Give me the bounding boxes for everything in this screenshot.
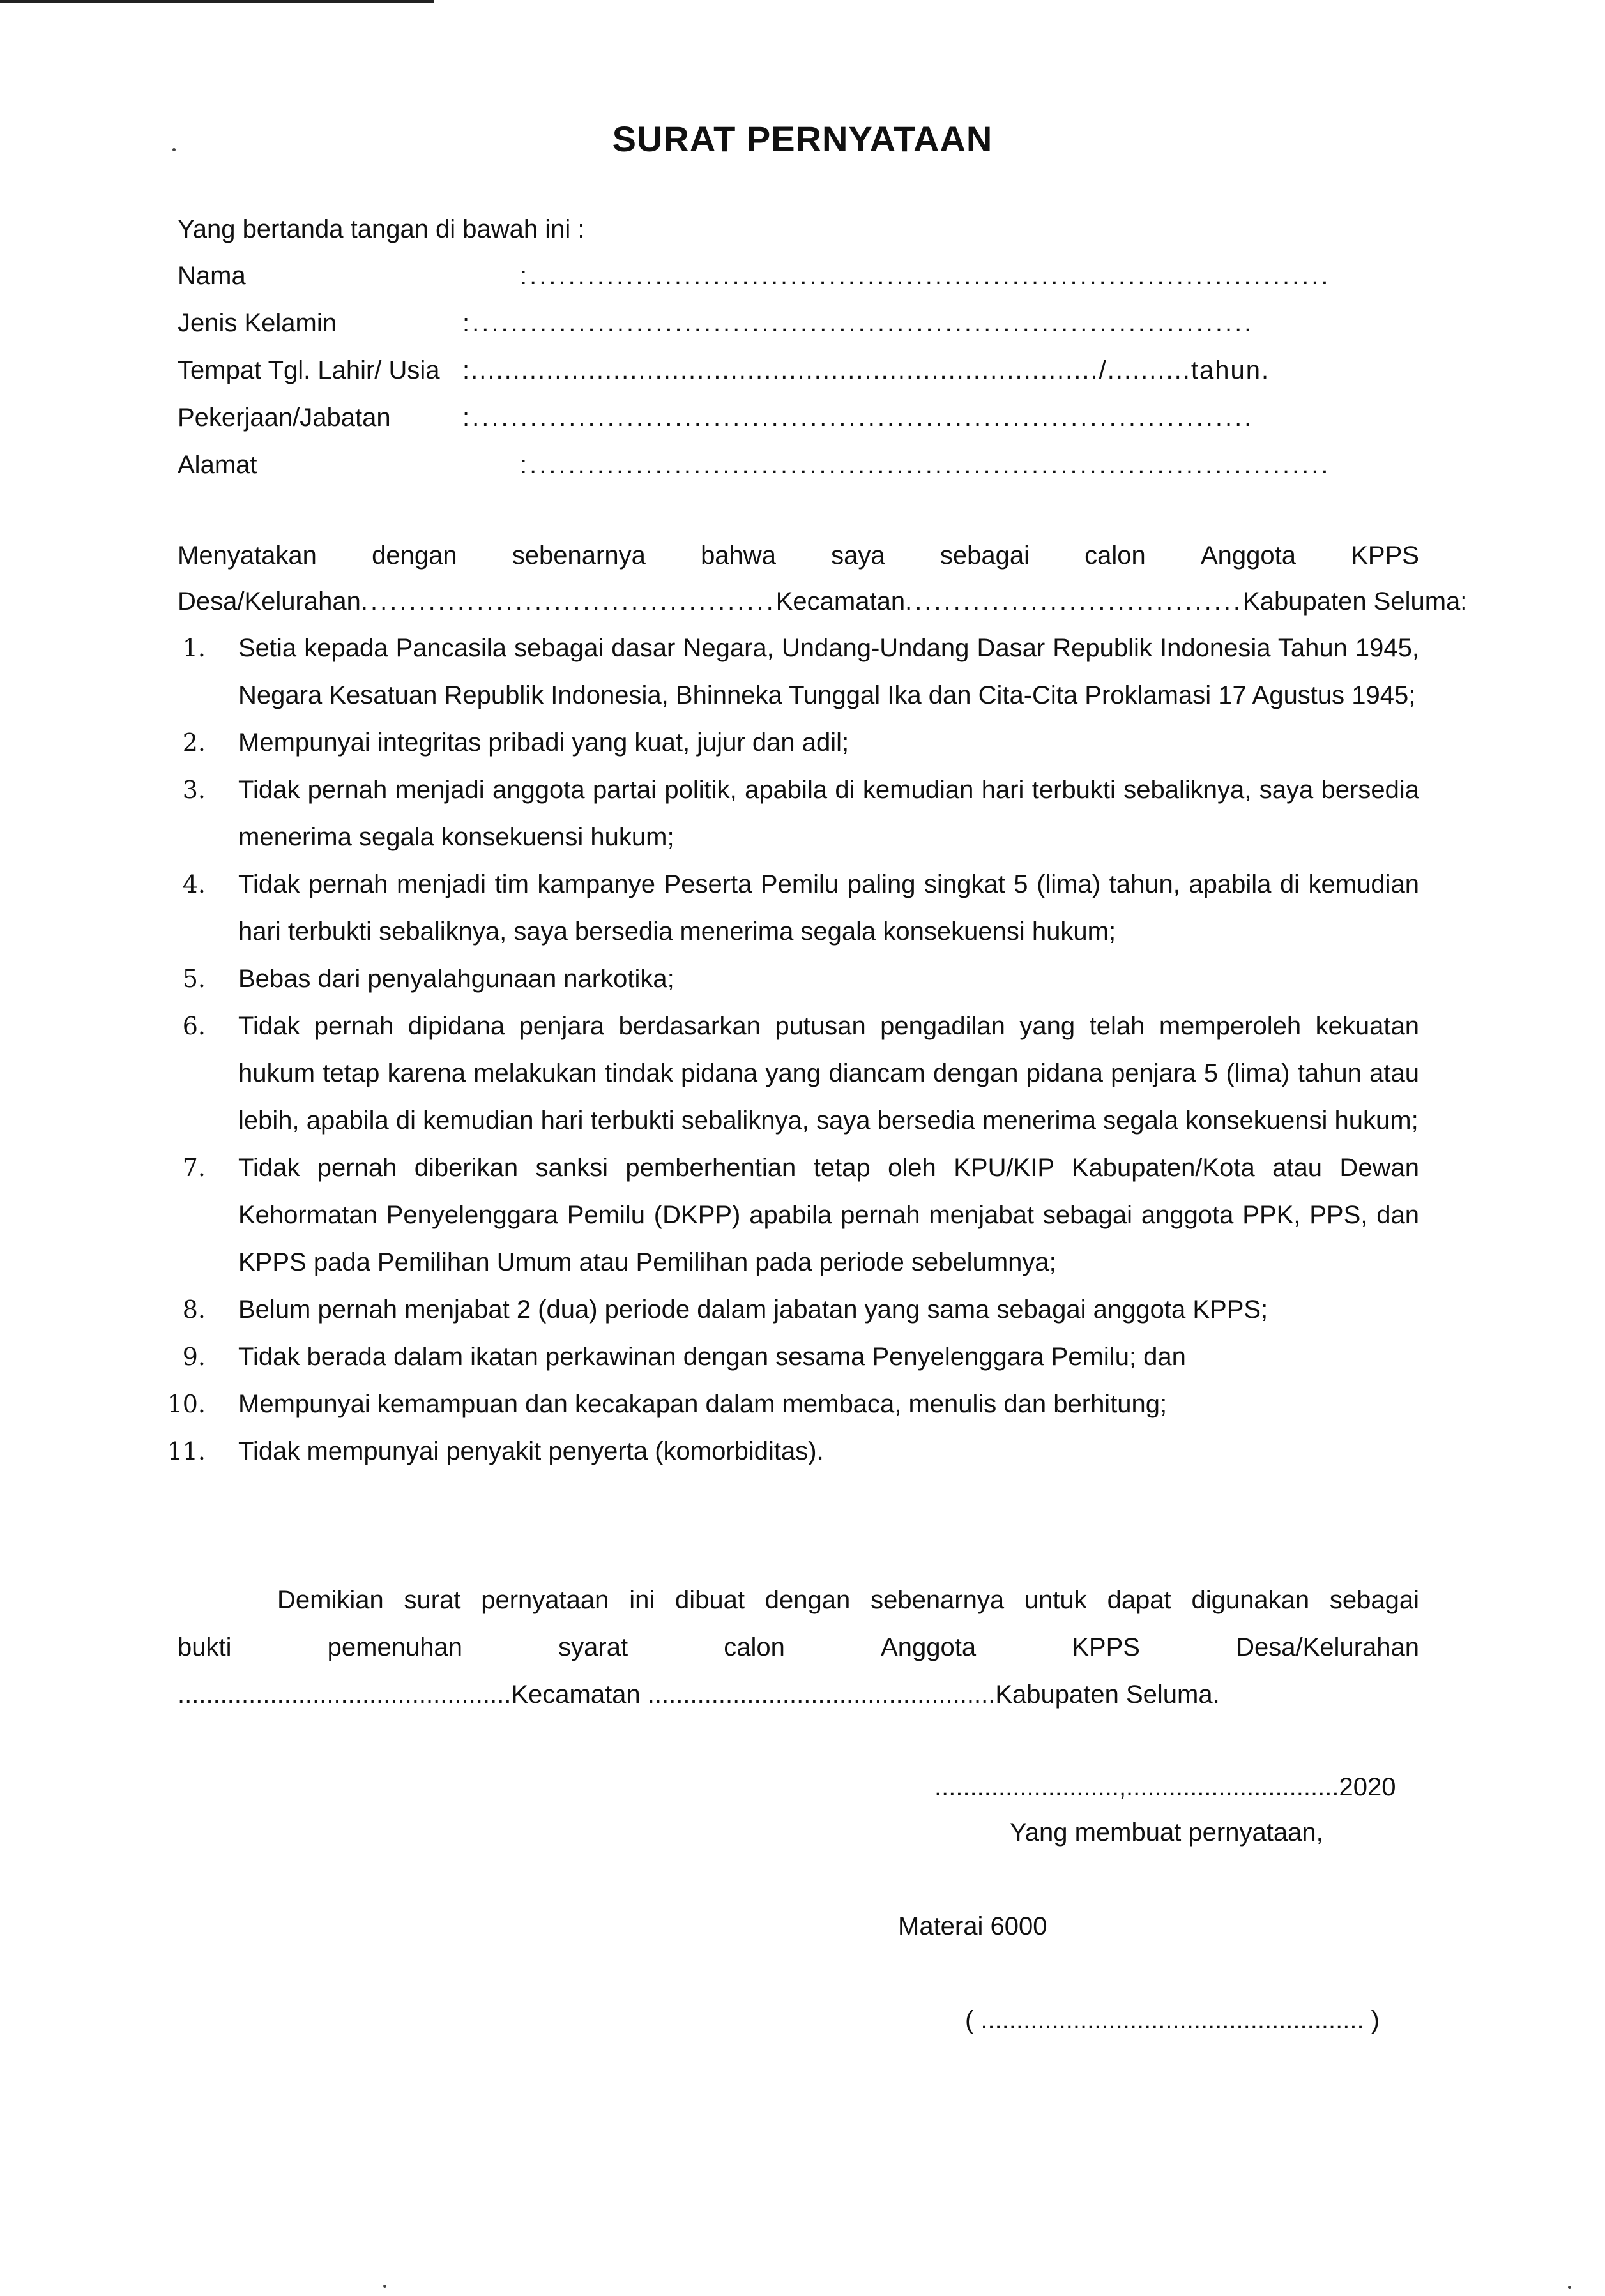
field-label-nama: Nama xyxy=(178,262,246,290)
materai-label: Materai 6000 xyxy=(898,1912,1047,1940)
list-item-text: Tidak mempunyai penyakit penyerta (komorbiditas). xyxy=(238,1437,824,1465)
list-item-text: Mempunyai integritas pribadi yang kuat, jujur dan adil; xyxy=(238,729,849,757)
closing-word: pemenuhan xyxy=(327,1633,462,1661)
list-item-number: 5. xyxy=(182,965,206,993)
statement-word: sebagai xyxy=(939,541,1030,570)
field-fill-nama: :................................................................................... xyxy=(520,262,1331,290)
list-item-text: Tidak pernah menjadi anggota partai politik, apabila di kemudian hari terbukti sebaliknya, saya bersedia menerima segala konsekuensi hukum; xyxy=(238,776,1419,851)
list-item-number: 11. xyxy=(167,1437,206,1465)
list-item xyxy=(0,955,1605,1002)
list-item-text: Bebas dari penyalahgunaan narkotika; xyxy=(238,965,674,993)
kecamatan-label: Kecamatan xyxy=(775,587,906,616)
list-item-number: 8. xyxy=(182,1295,206,1324)
closing-word: Anggota xyxy=(881,1633,977,1661)
scan-edge-line xyxy=(0,0,434,3)
list-item-text: Tidak pernah dipidana penjara berdasarkan putusan pengadilan yang telah memperoleh kekuatan hukum tetap karena melakukan tindak pidana yang diancam dengan pidana penjara 5 (lima) tahun atau lebih, apabila di kemudian hari terbukti sebaliknya, saya bersedia menerima segala konsekuensi hukum; xyxy=(238,1012,1419,1135)
statement-word: sebenarnya xyxy=(512,541,646,570)
statement-line-2 xyxy=(178,578,1467,625)
field-fill-alamat: :................................................................................... xyxy=(520,451,1331,479)
statement-word: bahwa xyxy=(701,541,776,570)
signature-name-placeholder: ( ...................................................... ) xyxy=(965,2006,1380,2034)
list-item-number: 10. xyxy=(167,1390,206,1418)
list-item-text: Mempunyai kemampuan dan kecakapan dalam membaca, menulis dan berhitung; xyxy=(238,1390,1168,1418)
closing-word: calon xyxy=(724,1633,785,1661)
desa-fill: ........................................... xyxy=(360,587,776,616)
list-item-text: Tidak pernah diberikan sanksi pemberhentian tetap oleh KPU/KIP Kabupaten/Kota atau Dewan Kehormatan Penyelenggara Pemilu (DKPP) apabila pernah menjabat sebagai anggota PPK, PPS, dan KPPS pada Pemilihan Umum atau Pemilihan pada periode sebelumnya; xyxy=(238,1154,1419,1276)
statement-list xyxy=(0,624,1605,1475)
closing-word: Desa/Kelurahan xyxy=(1236,1633,1419,1661)
list-item xyxy=(0,1380,1605,1428)
signature-date: ..........................,..............................2020 xyxy=(934,1773,1396,1801)
statement-word: saya xyxy=(831,541,885,570)
list-item xyxy=(0,1286,1605,1333)
statement-line-1 xyxy=(178,532,1419,579)
scan-speck xyxy=(383,2285,386,2288)
list-item-text: Tidak berada dalam ikatan perkawinan dengan sesama Penyelenggara Pemilu; dan xyxy=(238,1343,1186,1371)
closing-word: syarat xyxy=(558,1633,628,1661)
field-label-jenis-kelamin: Jenis Kelamin xyxy=(178,309,337,337)
list-item-number: 3. xyxy=(182,776,206,804)
intro-text: Yang bertanda tangan di bawah ini : xyxy=(178,215,585,243)
list-item xyxy=(0,1002,1605,1144)
list-item xyxy=(0,1333,1605,1380)
field-label-alamat: Alamat xyxy=(178,451,257,479)
desa-label: Desa/Kelurahan xyxy=(178,587,361,616)
kecamatan-fill: ................................... xyxy=(905,587,1244,616)
field-fill-jenis-kelamin: :................................................................................. xyxy=(462,309,1254,337)
statement-word: KPPS xyxy=(1351,541,1419,570)
closing-line-3: ...............................................Kecamatan .................................................Kabupaten Seluma. xyxy=(178,1680,1220,1709)
list-item xyxy=(0,861,1605,955)
list-item-number: 6. xyxy=(182,1012,206,1040)
list-item xyxy=(0,766,1605,861)
list-item-number: 7. xyxy=(182,1154,206,1182)
list-item xyxy=(0,624,1605,719)
statement-word: calon xyxy=(1084,541,1146,570)
list-item xyxy=(0,719,1605,766)
list-item-text: Belum pernah menjabat 2 (dua) periode dalam jabatan yang sama sebagai anggota KPPS; xyxy=(238,1295,1268,1324)
list-item xyxy=(0,1428,1605,1475)
statement-word: dengan xyxy=(372,541,457,570)
document-title: SURAT PERNYATAAN xyxy=(612,119,993,159)
closing-paragraph xyxy=(178,1576,1419,1624)
list-item-number: 4. xyxy=(182,870,206,898)
list-item-text: Tidak pernah menjadi tim kampanye Peserta Pemilu paling singkat 5 (lima) tahun, apabila di kemudian hari terbukti sebaliknya, saya bersedia menerima segala konsekuensi hukum; xyxy=(238,870,1419,946)
scan-speck xyxy=(1568,2286,1571,2289)
field-label-pekerjaan: Pekerjaan/Jabatan xyxy=(178,404,391,432)
closing-line-1: Demikian surat pernyataan ini dibuat dengan sebenarnya untuk dapat digunakan sebagai xyxy=(277,1586,1419,1614)
statement-word: Menyatakan xyxy=(178,541,317,570)
list-item-number: 1. xyxy=(182,634,206,662)
closing-line-2 xyxy=(178,1624,1419,1671)
kabupaten-label: Kabupaten Seluma: xyxy=(1243,587,1468,616)
field-fill-pekerjaan: :................................................................................. xyxy=(462,404,1254,432)
list-item-text: Setia kepada Pancasila sebagai dasar Negara, Undang-Undang Dasar Republik Indonesia Tahun 1945, Negara Kesatuan Republik Indonesia, Bhinneka Tunggal Ika dan Cita-Cita Proklamasi 17 Agustus 1945; xyxy=(238,634,1419,709)
list-item-number: 9. xyxy=(182,1343,206,1371)
list-item xyxy=(0,1144,1605,1286)
signature-role: Yang membuat pernyataan, xyxy=(1010,1818,1323,1847)
statement-word: Anggota xyxy=(1201,541,1297,570)
list-item-number: 2. xyxy=(182,729,206,757)
field-fill-tempat-tgl-lahir: :.........................................................................../..........tahun. xyxy=(462,356,1270,384)
field-label-tempat-tgl-lahir: Tempat Tgl. Lahir/ Usia xyxy=(178,356,440,384)
closing-word: bukti xyxy=(178,1633,232,1661)
closing-word: KPPS xyxy=(1072,1633,1140,1661)
